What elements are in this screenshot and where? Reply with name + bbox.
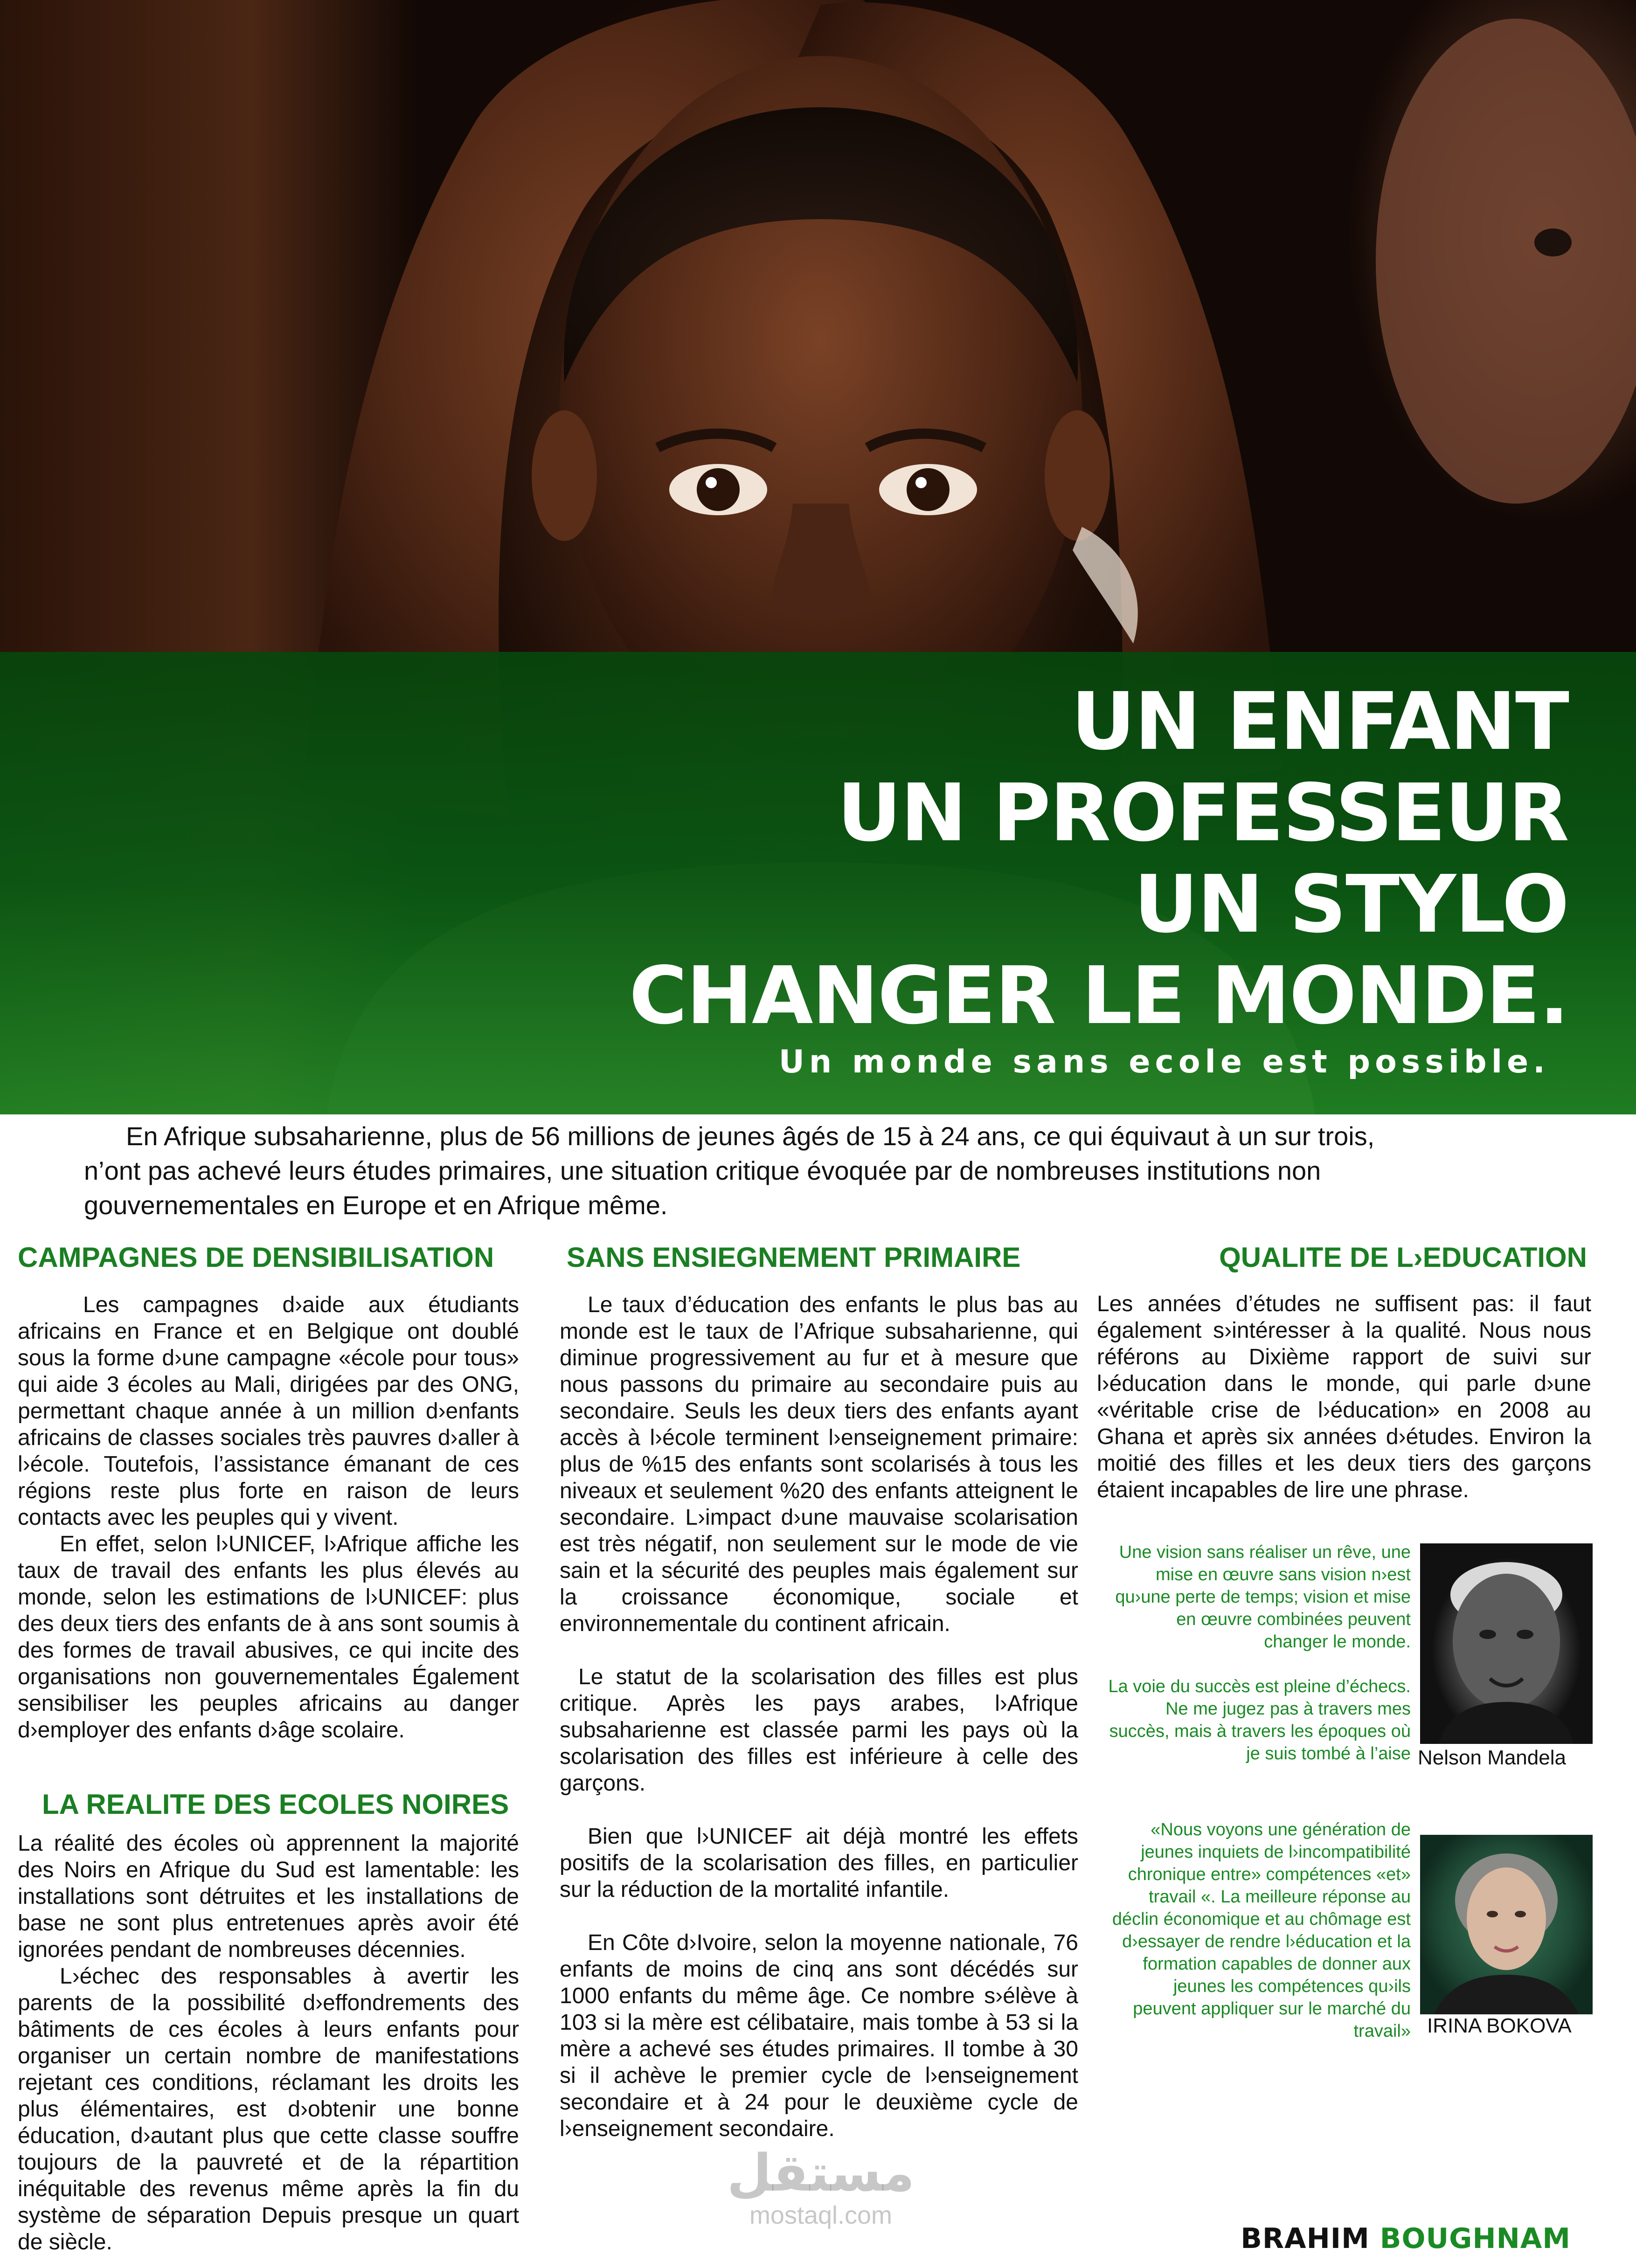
quote-text: La voie du succès est pleine d’échecs. Ne me jugez pas à travers mes succès, mais à travers les époques où je suis tombé à l’aise: [1108, 1677, 1411, 1763]
headline-line-2: UN PROFESSEUR: [837, 767, 1568, 859]
author-signature: [1241, 2222, 1571, 2255]
heading-primaire: SANS ENSIEGNEMENT PRIMAIRE: [567, 1242, 1021, 1273]
headline-line-3: UN STYLO: [1134, 858, 1568, 951]
column-primaire: [560, 1292, 1078, 2142]
column-campagnes: [18, 1292, 519, 1743]
quote-bokova: [1108, 1819, 1411, 2042]
headline-line-4: CHANGER LE MONDE.: [629, 950, 1568, 1042]
headline-line-1: UN ENFANT: [1071, 676, 1568, 768]
paragraph: Les campagnes d›aide aux étudiants africains en France et en Belgique ont doublé sous la forme d›une campagne «école pour tous» qui aide 3 écoles au Mali, dirigées par des ONG, permettant chaque année à un million d›enfants africains de classes sociales très pauvres d›aller à l›école. Toutefois, l’assistance émanant de ces régions reste plus forte en raison de leurs contacts avec les peuples qui y vivent.: [18, 1293, 519, 1530]
paragraph: En Côte d›Ivoire, selon la moyenne nationale, 76 enfants de moins de cinq ans sont décédés sur 1000 enfants du même âge. Ce nombre s›élève à 103 si la mère est célibataire, mais tombe à 53 si la mère a achevé ses études primaires. Il tombe à 30 si il achève le premier cycle de l›enseignement secondaire et à 24 pour le deuxième cycle de l›enseignement secondaire.: [560, 1930, 1078, 2141]
mandela-photo: [1420, 1543, 1593, 1744]
intro-line: En Afrique subsaharienne, plus de 56 millions de jeunes âgés de 15 à 24 ans, ce qui équivaut à un sur trois,: [126, 1121, 1375, 1151]
paragraph: Le statut de la scolarisation des filles est plus critique. Après les pays arabes, l›Afrique subsaharienne est classée parmi les pays où la scolarisation des filles est inférieure à celle des garçons.: [560, 1665, 1078, 1796]
heading-realite: LA REALITE DES ECOLES NOIRES: [42, 1789, 509, 1820]
paragraph: Les années d’études ne suffisent pas: il faut également s›intéresser à la qualité. Nous nous référons au Dixième rapport de suivi sur l›éducation dans le monde, qui parle d›une «véritable crise de l›éducation» en 2008 au Ghana et après six années d›études. Environ la moitié des filles et les deux tiers des garçons étaient incapables de lire une phrase.: [1097, 1292, 1591, 1502]
paragraph: L›échec des responsables à avertir les parents de la possibilité d›effondrements des bâtiments de ces écoles à leurs enfants pour organiser un certain nombre de manifestations rejetant ces conditions, réclamant les droits les plus élémentaires, est d›obtenir une bonne éducation, d›autant plus que cette classe souffre toujours de la pauvreté et de la répartition inéquitable des revenus même après la fin du système de séparation Depuis presque un quart de siècle.: [18, 1964, 519, 2254]
headline-block: [629, 676, 1568, 1080]
quote-mandela: [1108, 1541, 1411, 1765]
column-qualite: [1097, 1291, 1591, 1503]
headline-subtitle: Un monde sans ecole est possible.: [778, 1044, 1550, 1080]
heading-qualite: QUALITE DE L›EDUCATION: [1219, 1242, 1587, 1273]
hero-photo: [0, 0, 1636, 1114]
intro-line: gouvernementales en Europe et en Afrique même.: [84, 1190, 668, 1220]
bokova-caption: IRINA BOKOVA: [1427, 2014, 1572, 2037]
column-realite: [18, 1830, 519, 2255]
heading-campagnes: CAMPAGNES DE DENSIBILISATION: [18, 1242, 494, 1273]
paragraph: Le taux d’éducation des enfants le plus bas au monde est le taux de l’Afrique subsaharienne, qui diminue progressivement au fur et à mesure que nous passons du primaire au secondaire puis au secondaire. Seuls les deux tiers des enfants ayant accès à l›école terminent l›enseignement primaire: plus de %15 des enfants sont scolarisés à tous les niveaux et seulement %20 des enfants atteignent le secondaire. L›impact d›une mauvaise scolarisation est très négatif, non seulement sur le mode de vie sain et la sécurité des peuples mais également sur la croissance économique, sociale et environnementale du continent africain.: [560, 1293, 1078, 1636]
author-first-name: BRAHIM: [1241, 2222, 1370, 2255]
paragraph: Bien que l›UNICEF ait déjà montré les effets positifs de la scolarisation des filles, en particulier sur la réduction de la mortalité infantile.: [560, 1824, 1078, 1902]
intro-line: n’ont pas achevé leurs études primaires, une situation critique évoquée par de nombreuses institutions non: [84, 1156, 1321, 1185]
watermark-arabic: مستقل: [727, 2143, 915, 2203]
bokova-photo: [1420, 1835, 1593, 2014]
author-last-name: BOUGHNAM: [1380, 2222, 1571, 2255]
mostaql-watermark: [690, 2145, 951, 2230]
watermark-latin: mostaql.com: [749, 2201, 893, 2229]
paragraph: La réalité des écoles où apprennent la majorité des Noirs en Afrique du Sud est lamentable: les installations sont détruites et les installations de base ne sont plus entretenues après avoir été ignorées pendant de nombreuses décennies.: [18, 1831, 519, 1962]
paragraph: En effet, selon l›UNICEF, l›Afrique affiche les taux de travail des enfants les plus élevés au monde, selon les estimations de l›UNICEF: plus des deux tiers des enfants de à ans sont soumis à des formes de travail abusives, ce qui incite des organisations non gouvernementales Également sensibiliser les peuples africains au danger d›employer des enfants d›âge scolaire.: [18, 1532, 519, 1742]
mandela-caption: Nelson Mandela: [1418, 1746, 1566, 1769]
intro-paragraph: [84, 1119, 1483, 1223]
quote-text: Une vision sans réaliser un rêve, une mise en œuvre sans vision n›est qu›une perte de temps; vision et mise en œuvre combinées peuvent changer le monde.: [1115, 1542, 1411, 1652]
quote-text: «Nous voyons une génération de jeunes inquiets de l›incompatibilité chronique entre» compétences «et» travail «. La meilleure réponse au déclin économique et au chômage est d›essayer de rendre l›éducation et la formation capables de donner aux jeunes les compétences qu›ils peuvent appliquer sur le marché du travail»: [1112, 1820, 1411, 2041]
